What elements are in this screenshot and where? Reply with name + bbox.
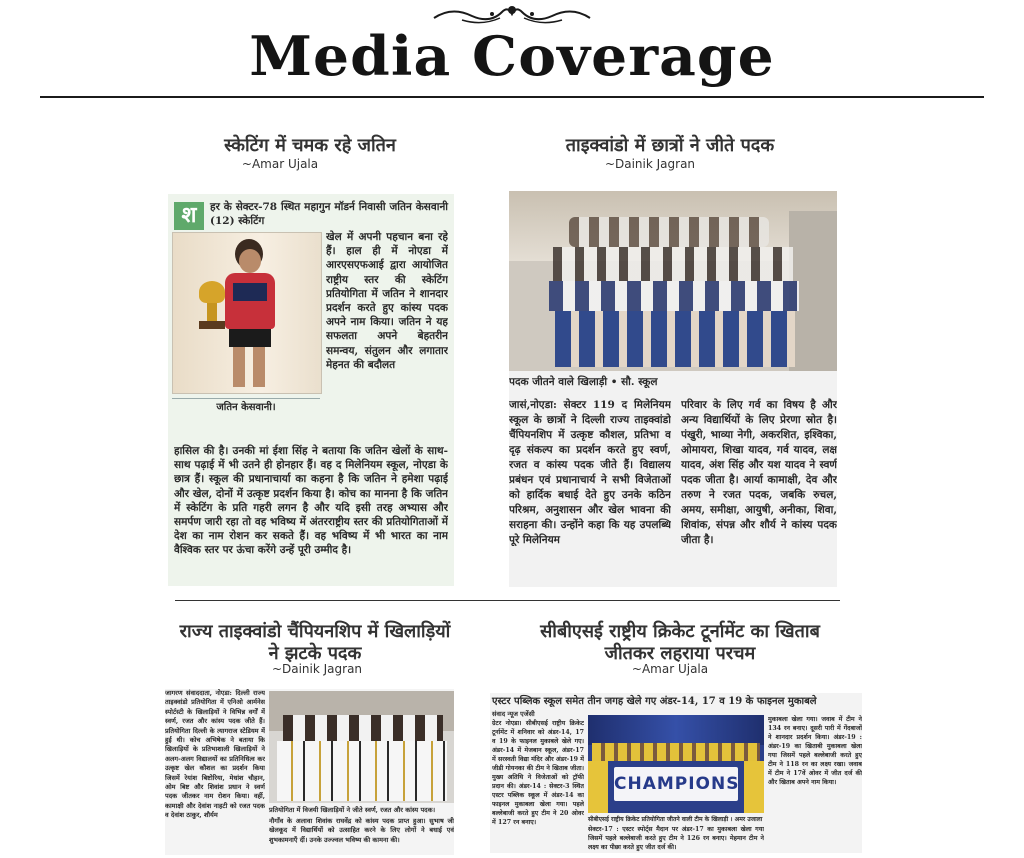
article-2-clipping: [509, 191, 837, 587]
article-2-photo: [509, 191, 837, 371]
section-divider: [175, 600, 840, 601]
article-1-clipping: [168, 194, 454, 586]
article-2-column-2: परिवार के लिए गर्व का विषय है और अन्य विद्यार्थियों के लिए प्रेरणा स्रोत है। पंखुरी, भाव्या नेगी, अकरशित, इश्विका, ओमायरा, शिखा यादव, गर्व यादव, लक्ष यादव, अंश सिंह और यश यादव ने स्वर्ण पदक जीता है। आर्या कामाक्षी, देव और तरुण ने रजत पदक, जबकि रुचल, अमय, समीक्षा, आयुषी, अनीका, शिवा, शिवांक, संपन्न और शौर्य ने कांस्य पदक जीता है।: [681, 399, 837, 546]
article-1-body-text: हासिल की है। उनकी मां ईशा सिंह ने बताया कि जतिन खेलों के साथ-साथ पढ़ाई में भी उतने ही होनहार हैं। वह द मिलेनियम स्कूल, नोएडा के छात्र हैं। स्कूल की प्रधानाचार्या का कहना है कि जतिन ने हमेशा पढ़ाई और खेल, दोनों में उत्कृष्ट प्रदर्शन किया है। कोच का मानना है कि जतिन में स्केटिंग के प्रति गहरी लगन है और यदि इसी तरह अभ्यास और समर्पण जारी रहा तो वह भविष्य में अंतरराष्ट्रीय स्तर की प्रतियोगिताओं में देश का नाम रोशन कर सकते हैं। वह भविष्य में भी भारत का नाम वैश्विक स्तर पर ऊंचा करेंगे उन्हें पूरी उम्मीद है।: [174, 445, 448, 557]
article-4-headline: सीबीएसई राष्ट्रीय क्रिकेट टूर्नामेंट का खिताब जीतकर लहराया परचम: [540, 621, 820, 664]
article-4-source: ~Amar Ujala: [631, 662, 709, 676]
article-3-column-1: जागरण संवाददाता, नोएडा: दिल्ली राज्य ताइक्वांडो प्रतियोगिता में एनिओ आर्मनेस स्पोर्टस्टी के खिलाड़ियों ने विभिन्न वर्गों में स्वर्ण, रजत और कांस्य पदक जीते हैं। प्रतियोगिता दिल्ली के त्यागराज स्टेडियम में हुई थी। कोच अभिषेक ने बताया कि खिलाड़ियों के प्रतिभाशाली खिलाड़ियों ने अलग-अलग विद्यालयों का प्रतिनिधित्व कर उत्कृष्ट खेल कौशल का प्रदर्शन किया जिसमें रेयांश बिष्टोरिया, मेधांश चौहान, ओम बिष्ट और शिवांश प्रधान ने स्वर्ण पदक जीतकर नाम रोशन किया। वहीं, कामाक्षी और देवांश नाहटी को रजत पदक व देवांश ठाकुर, शौर्यम: [165, 689, 265, 820]
title-divider: [40, 96, 984, 98]
article-1-photo: [172, 232, 322, 394]
article-2-headline: ताइक्वांडो में छात्रों ने जीते पदक: [565, 135, 775, 156]
article-1-photo-caption: जतिन केसवानी।: [172, 398, 320, 413]
article-1-column-text: खेल में अपनी पहचान बना रहे हैं। हाल ही में नोएडा में आरएसएफआई द्वारा आयोजित राष्ट्रीय स्तर की स्केटिंग प्रतियोगिता में जतिन ने शानदार प्रदर्शन करते हुए कांस्य पदक अपने नाम किया। जतिन ने यह सफलता अपने बेहतरीन समन्वय, संतुलन और लगातार मेहनत की बदौलत: [326, 231, 448, 371]
article-3-photo-caption: प्रतियोगिता में विजयी खिलाड़ियों ने जीते स्वर्ण, रजत और कांस्य पदक।: [269, 806, 436, 814]
article-3-source: ~Dainik Jagran: [271, 662, 363, 676]
drop-cap: श: [174, 202, 204, 230]
article-4-byline: संवाद न्यूज एजेंसी: [492, 710, 535, 718]
article-4-photo-caption: सीबीएसई राष्ट्रीय क्रिकेट प्रतियोगिता जीतने वाली टीम के खिलाड़ी । अमर उजाला: [588, 816, 763, 823]
article-1-source: ~Amar Ujala: [241, 157, 319, 171]
article-4-kicker: एस्टर पब्लिक स्कूल समेत तीन जगह खेले गए अंडर-14, 17 व 19 के फाइनल मुकाबले: [492, 696, 817, 707]
article-1-headline: स्केटिंग में चमक रहे जतिन: [224, 135, 396, 156]
article-4-column-2: मुकाबला खेला गया। जवाब में टीम ने 134 रन बनाए। दूसरी पारी में गेंदबाजों ने शानदार प्रदर्शन किया। अंडर-19 : अंडर-19 का खिताबी मुकाबला खेला गया जिसमें पहले बल्लेबाजी करते हुए टीम ने 118 रन का लक्ष्य रखा। जवाब में टीम ने 17वें ओवर में जीत दर्ज की और खिताब अपने नाम किया।: [768, 716, 862, 786]
article-1-lead-text: हर के सेक्टर-78 स्थित महागुन मॉडर्न निवासी जतिन केसवानी (12) स्केटिंग: [210, 201, 448, 227]
page-title: Media Coverage: [249, 24, 775, 88]
article-3-clipping: [165, 689, 454, 855]
article-4-photo: [588, 715, 764, 813]
article-3-headline: राज्य ताइक्वांडो चैंपियनशिप में खिलाड़ियों ने झटके पदक: [179, 621, 451, 664]
article-3-column-2: नौगाँव के अलावा शिवांक राघवेंद्र को कांस्य पदक प्राप्त हुआ। सुभाष जी खेलकूद में विद्यार्थियों को उत्साहित करने के लिए लोगों ने बधाई एवं शुभकामनाएँ दीं। उनके उज्ज्वल भविष्य की कामना की।: [269, 817, 454, 844]
article-2-column-1: जासं,नोएडा: सेक्टर 119 द मिलेनियम स्कूल के छात्रों ने दिल्ली राज्य ताइक्वांडो चैंपियनशिप में उत्कृष्ट कौशल, प्रतिभा व दृढ़ संकल्प का प्रदर्शन करते हुए स्वर्ण, रजत व कांस्य पदक जीते हैं। विद्यालय प्रबंधन एवं प्रधानाचार्य ने सभी विजेताओं को हार्दिक बधाई देते हुए उनके कठिन परिश्रम, अनुशासन और खेल भावना की सराहना की। उन्होंने कहा कि यह उपलब्धि पूरे मिलेनियम: [509, 399, 671, 546]
article-4-column-1: ग्रेटर नोएडा। सीबीएसई राष्ट्रीय क्रिकेट टूर्नामेंट में शनिवार को अंडर-14, 17 व 19 के फाइनल मुकाबले खेले गए। अंडर-14 में मेजबान स्कूल, अंडर-17 में सरस्वती विद्या मंदिर और अंडर-19 में जीडी गोयनका की टीम ने खिताब जीता। मुख्य अतिथि ने विजेताओं को ट्रॉफी प्रदान की। अंडर-14 : सेक्टर-3 स्थित एस्टर पब्लिक स्कूल में अंडर-14 का फाइनल मुकाबला खेला गया। पहले बल्लेबाजी करते हुए टीम ने 20 ओवर में 127 रन बनाए।: [492, 720, 584, 826]
flourish-ornament-icon: [432, 2, 592, 26]
champions-banner: CHAMPIONS: [614, 767, 738, 801]
article-4-clipping: [490, 693, 862, 853]
article-2-source: ~Dainik Jagran: [604, 157, 696, 171]
article-3-photo: [269, 691, 454, 803]
article-2-photo-caption: पदक जीतने वाले खिलाड़ी • सौ. स्कूल: [509, 376, 658, 388]
article-4-column-3: सेक्टर-17 : एस्टर स्पोर्ट्स मैदान पर अंडर-17 का मुकाबला खेला गया जिसमें पहले बल्लेबाजी करते हुए टीम ने 126 रन बनाए। मेहमान टीम ने लक्ष्य का पीछा करते हुए जीत दर्ज की।: [588, 826, 764, 851]
